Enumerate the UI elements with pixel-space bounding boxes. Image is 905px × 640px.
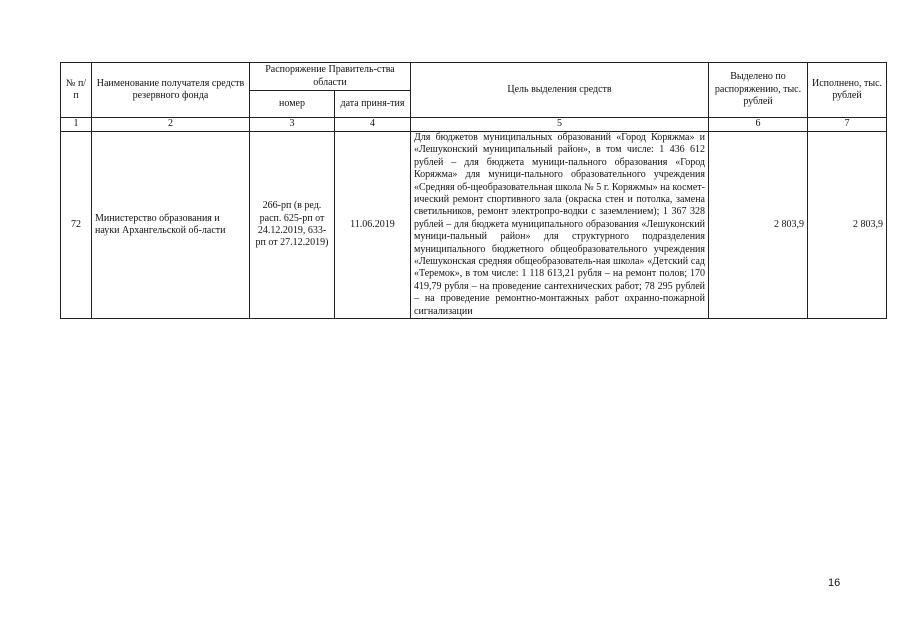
row-purpose: Для бюджетов муниципальных образований «Город Коряжма» и «Лешуконский муниципальный район», в том числе: 1 436 612 рублей – для бюджета муници-пального образования «Город Коряжма» для муници-пального образовательного учреждения «Средняя об-щеобразовательная школа № 5 г. Коряжмы» на космет-ический ремонт спортивного зала (окраска стен и потолка, замена светильников, ремонт электропро-водки с заземлением); 1 367 328 рублей – для бюджета муниципального образования «Лешуконский муници-пальный район» для структурного подразделения муниципального бюджетного общеобразовательного учреждения «Лешуконская средняя общеобразователь-ная школа» «Детский сад «Теремок», в том числе: 1 118 613,21 рубля – на ремонт полов; 170 419,79 рубля – на проведение сантехнических работ; 78 295 рублей – на проведение ремонтно-монтажных работ охранно-пожарной сигнализации (411, 132, 709, 319)
header-recipient: Наименование получателя средств резервного фонда (92, 63, 250, 118)
row-order-number: 266-рп (в ред. расп. 625-рп от 24.12.2019, 633-рп от 27.12.2019) (250, 132, 335, 319)
header-order-number: номер (250, 91, 335, 118)
row-num: 72 (61, 132, 92, 319)
header-executed: Исполнено, тыс. рублей (808, 63, 887, 118)
header-order-group: Распоряжение Правитель-ства области (250, 63, 411, 91)
table-row (61, 132, 887, 319)
column-number: 5 (411, 118, 709, 132)
header-purpose: Цель выделения средств (411, 63, 709, 118)
row-allocated: 2 803,9 (709, 132, 808, 319)
row-order-date: 11.06.2019 (335, 132, 411, 319)
column-number: 1 (61, 118, 92, 132)
reserve-fund-table (60, 62, 887, 319)
column-number: 2 (92, 118, 250, 132)
header-row-1 (61, 63, 887, 91)
row-recipient: Министерство образования и науки Архангельской об-ласти (92, 132, 250, 319)
column-number-row (61, 118, 887, 132)
column-number: 3 (250, 118, 335, 132)
row-executed: 2 803,9 (808, 132, 887, 319)
header-order-date: дата приня-тия (335, 91, 411, 118)
header-num: № п/п (61, 63, 92, 118)
header-allocated: Выделено по распоряжению, тыс. рублей (709, 63, 808, 118)
column-number: 4 (335, 118, 411, 132)
column-number: 6 (709, 118, 808, 132)
page-number: 16 (828, 577, 841, 589)
column-number: 7 (808, 118, 887, 132)
